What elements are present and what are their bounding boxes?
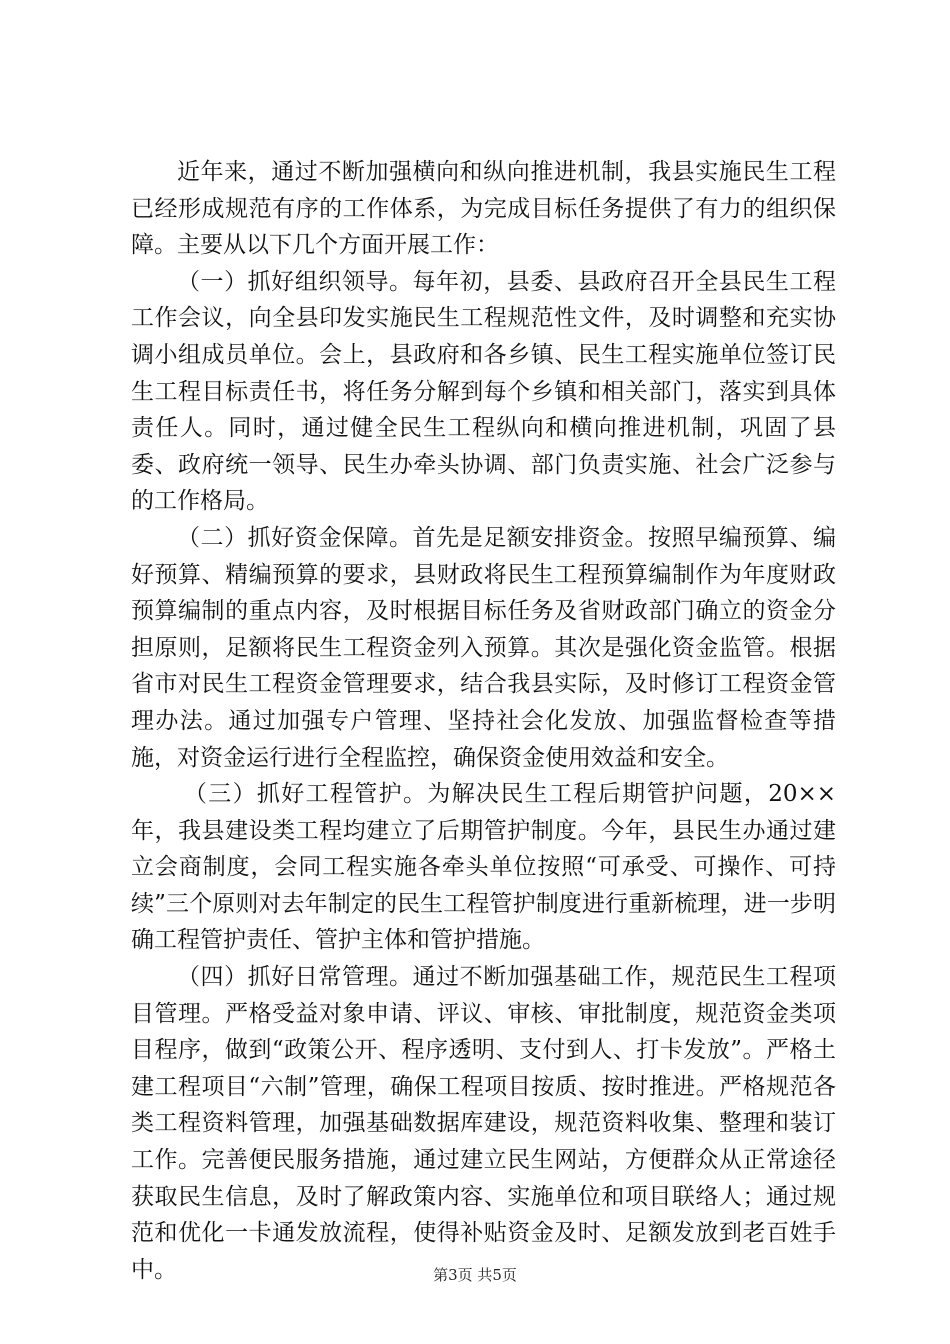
paragraph-organization-leadership: （一）抓好组织领导。每年初，县委、县政府召开全县民生工程工作会议，向全县印发实施民生工程规范性文件，及时调整和充实协调小组成员单位。会上，县政府和各乡镇、民生工程实施单位签订民生工程目标责任书，将任务分解到每个乡镇和相关部门，落实到具体责任人。同时，通过健全民生工程纵向和横向推进机制，巩固了县委、政府统一领导、民生办牵头协调、部门负责实施、社会广泛参与的工作格局。 bbox=[131, 268, 836, 515]
paragraph-project-maintenance: （三）抓好工程管护。为解决民生工程后期管护问题，20××年，我县建设类工程均建立了后期管护制度。今年，县民生办通过建立会商制度，会同工程实施各牵头单位按照“可承受、可操作、可持续”三个原则对去年制定的民生工程管护制度进行重新梳理，进一步明确工程管护责任、管护主体和管护措施。 bbox=[131, 781, 836, 954]
paragraph-intro: 近年来，通过不断加强横向和纵向推进机制，我县实施民生工程已经形成规范有序的工作体系，为完成目标任务提供了有力的组织保障。主要从以下几个方面开展工作： bbox=[131, 159, 836, 259]
paragraph-daily-management: （四）抓好日常管理。通过不断加强基础工作，规范民生工程项目管理。严格受益对象申请、评议、审核、审批制度，规范资金类项目程序，做到“政策公开、程序透明、支付到人、打卡发放”。严格土建工程项目“六制”管理，确保工程项目按质、按时推进。严格规范各类工程资料管理，加强基础数据库建设，规范资料收集、整理和装订工作。完善便民服务措施，通过建立民生网站，方便群众从正常途径获取民生信息，及时了解政策内容、实施单位和项目联络人；通过规范和优化一卡通发放流程，使得补贴资金及时、足额发放到老百姓手中。 bbox=[131, 964, 836, 1283]
paragraph-funding-guarantee: （二）抓好资金保障。首先是足额安排资金。按照早编预算、编好预算、精编预算的要求，县财政将民生工程预算编制作为年度财政预算编制的重点内容，及时根据目标任务及省财政部门确立的资金分担原则，足额将民生工程资金列入预算。其次是强化资金监管。根据省市对民生工程资金管理要求，结合我县实际，及时修订工程资金管理办法。通过加强专户管理、坚持社会化发放、加强监督检查等措施，对资金运行进行全程监控，确保资金使用效益和安全。 bbox=[131, 524, 836, 771]
document-body bbox=[131, 154, 836, 1288]
page-number-footer: 第3页 共5页 bbox=[433, 1266, 517, 1284]
